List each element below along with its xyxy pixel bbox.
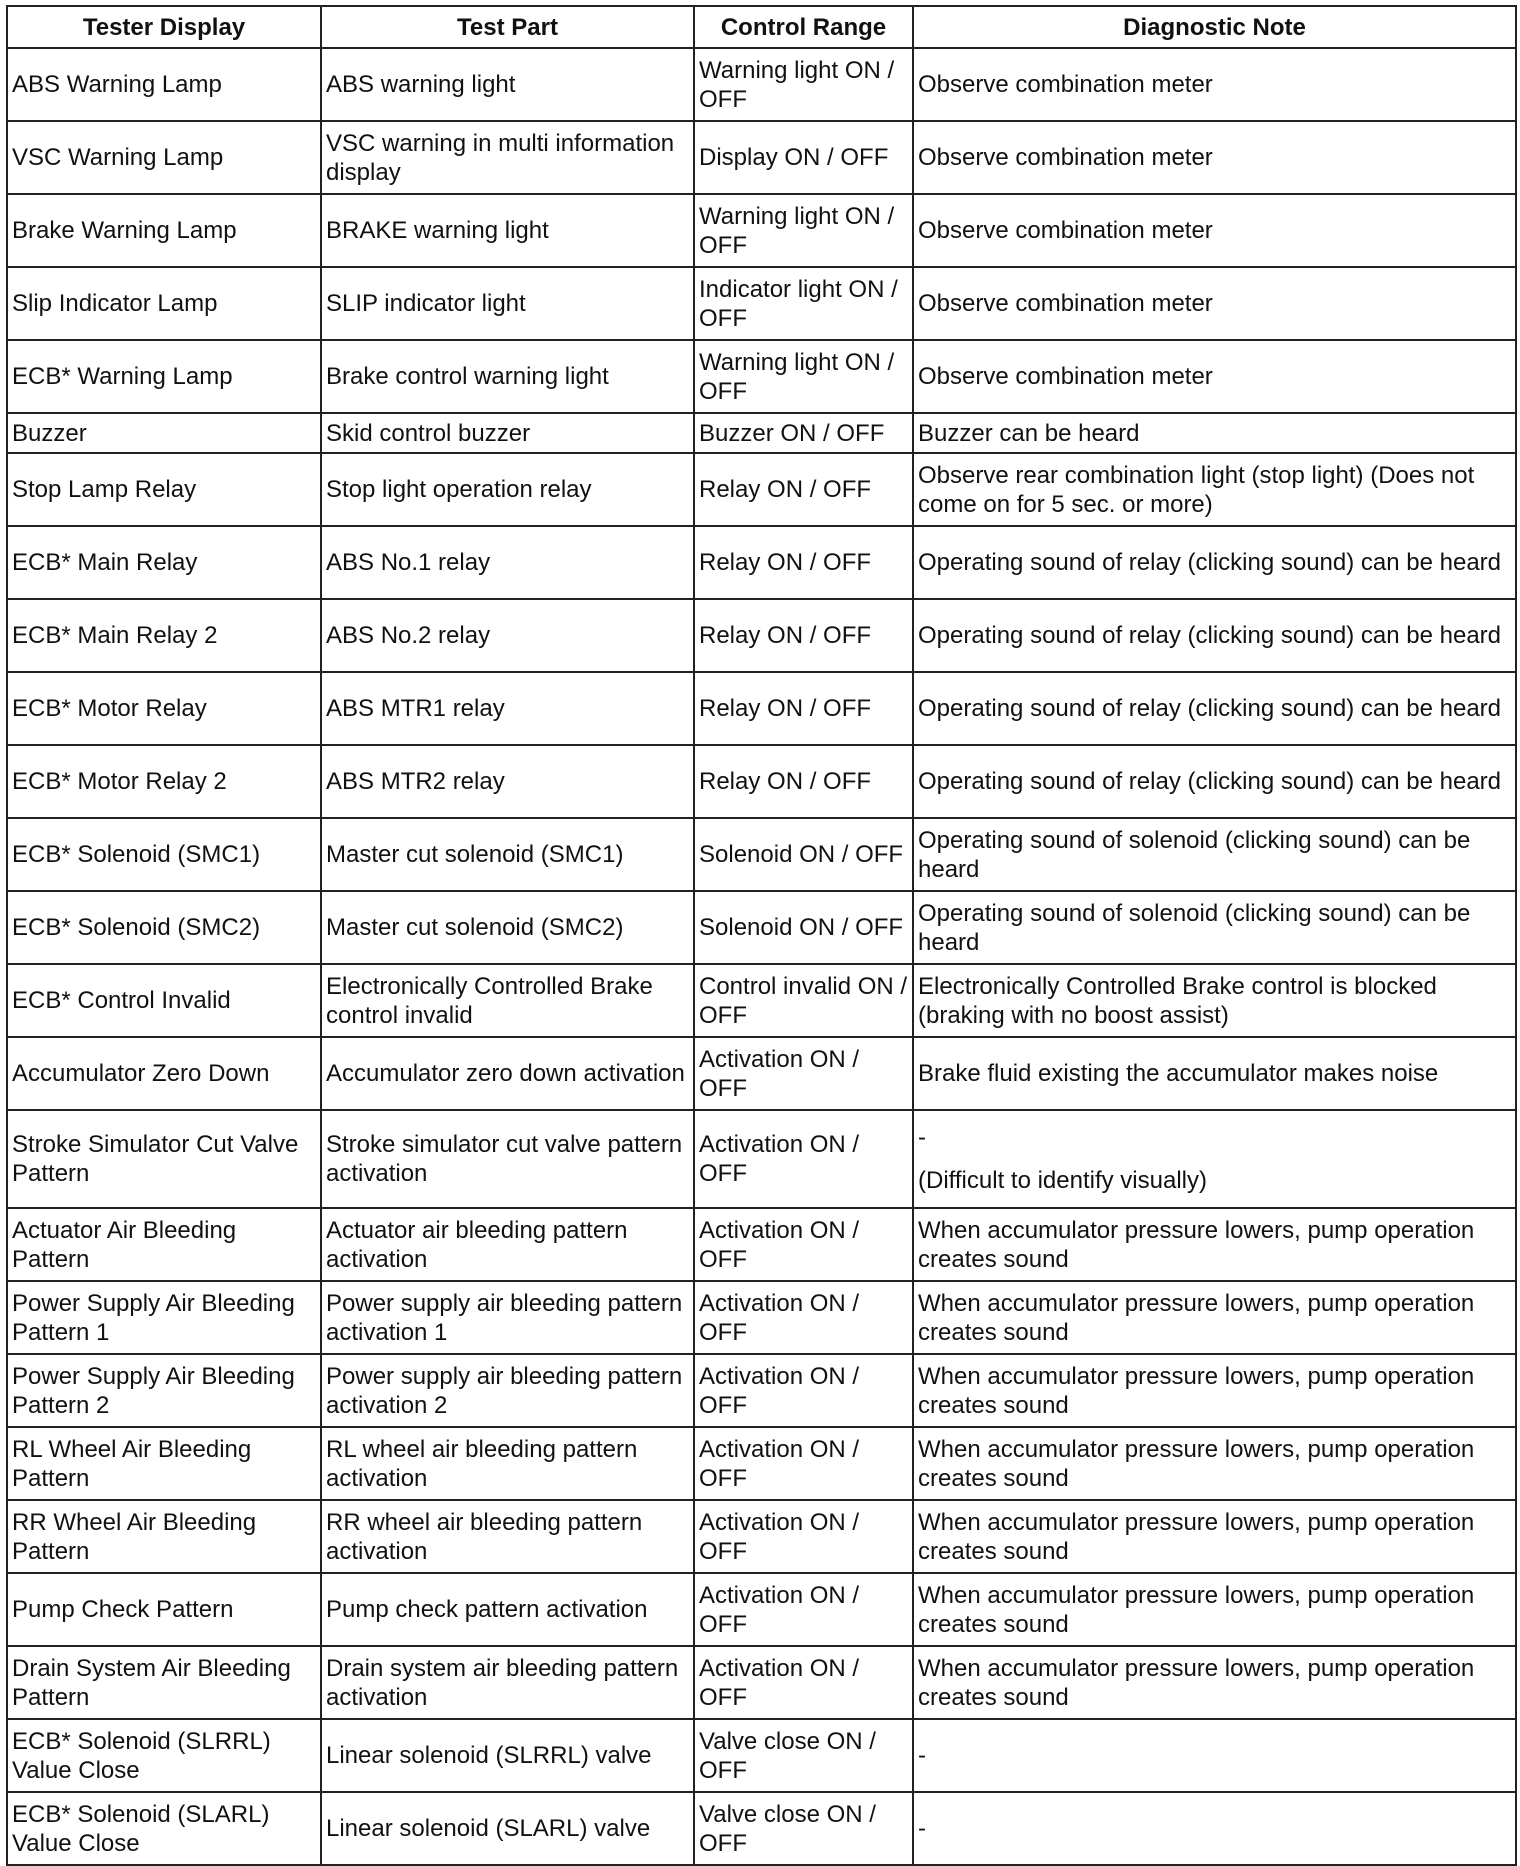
test-part-cell: Drain system air bleeding pattern activation — [321, 1646, 694, 1719]
diagnostic-note-cell: Observe combination meter — [913, 121, 1516, 194]
control-range-cell: Activation ON / OFF — [694, 1208, 913, 1281]
control-range-cell: Solenoid ON / OFF — [694, 818, 913, 891]
diagnostic-note-cell: Operating sound of relay (clicking sound) can be heard — [913, 599, 1516, 672]
tester-display-cell: Power Supply Air Bleeding Pattern 1 — [7, 1281, 321, 1354]
table-row — [7, 964, 1516, 1037]
control-range-cell: Warning light ON / OFF — [694, 194, 913, 267]
diagnostic-note-cell: Electronically Controlled Brake control is blocked (braking with no boost assist) — [913, 964, 1516, 1037]
tester-display-cell: ECB* Solenoid (SMC1) — [7, 818, 321, 891]
control-range-cell: Relay ON / OFF — [694, 453, 913, 526]
test-part-cell: Actuator air bleeding pattern activation — [321, 1208, 694, 1281]
test-part-cell: RL wheel air bleeding pattern activation — [321, 1427, 694, 1500]
tester-display-cell: ECB* Motor Relay 2 — [7, 745, 321, 818]
tester-display-cell: Accumulator Zero Down — [7, 1037, 321, 1110]
test-part-cell: ABS MTR1 relay — [321, 672, 694, 745]
table-row — [7, 1573, 1516, 1646]
control-range-cell: Activation ON / OFF — [694, 1500, 913, 1573]
test-part-cell: ABS warning light — [321, 48, 694, 121]
test-part-cell: VSC warning in multi information display — [321, 121, 694, 194]
diagnostic-note-cell: Operating sound of relay (clicking sound) can be heard — [913, 526, 1516, 599]
tester-display-cell: ECB* Solenoid (SLARL) Value Close — [7, 1792, 321, 1865]
table-row — [7, 194, 1516, 267]
control-range-cell: Warning light ON / OFF — [694, 340, 913, 413]
control-range-cell: Relay ON / OFF — [694, 526, 913, 599]
table-row — [7, 121, 1516, 194]
diagnostic-note-cell: Operating sound of solenoid (clicking sound) can be heard — [913, 818, 1516, 891]
test-part-cell: ABS MTR2 relay — [321, 745, 694, 818]
diagnostic-note-cell: - — [913, 1719, 1516, 1792]
tester-display-cell: Brake Warning Lamp — [7, 194, 321, 267]
test-part-cell: Skid control buzzer — [321, 413, 694, 453]
diagnostic-note-cell: When accumulator pressure lowers, pump operation creates sound — [913, 1573, 1516, 1646]
diagnostic-note-cell: Observe combination meter — [913, 48, 1516, 121]
tester-display-cell: RR Wheel Air Bleeding Pattern — [7, 1500, 321, 1573]
control-range-cell: Activation ON / OFF — [694, 1573, 913, 1646]
table-row — [7, 1281, 1516, 1354]
diagnostic-note-cell: Operating sound of solenoid (clicking sound) can be heard — [913, 891, 1516, 964]
table-row — [7, 526, 1516, 599]
diagnostic-note-cell: Operating sound of relay (clicking sound) can be heard — [913, 672, 1516, 745]
tester-display-cell: Pump Check Pattern — [7, 1573, 321, 1646]
table-row — [7, 891, 1516, 964]
control-range-cell: Buzzer ON / OFF — [694, 413, 913, 453]
table-row — [7, 745, 1516, 818]
diagnostic-note-cell: Buzzer can be heard — [913, 413, 1516, 453]
control-range-cell: Relay ON / OFF — [694, 672, 913, 745]
diagnostic-note-cell: When accumulator pressure lowers, pump operation creates sound — [913, 1281, 1516, 1354]
note-text: - — [918, 1124, 926, 1151]
control-range-cell: Activation ON / OFF — [694, 1110, 913, 1208]
tester-display-cell: ECB* Motor Relay — [7, 672, 321, 745]
header-diagnostic-note: Diagnostic Note — [913, 6, 1516, 48]
tester-display-cell: ECB* Main Relay 2 — [7, 599, 321, 672]
control-range-cell: Activation ON / OFF — [694, 1646, 913, 1719]
test-part-cell: Power supply air bleeding pattern activation 2 — [321, 1354, 694, 1427]
tester-display-cell: RL Wheel Air Bleeding Pattern — [7, 1427, 321, 1500]
test-part-cell: Master cut solenoid (SMC2) — [321, 891, 694, 964]
diagnostic-note-cell: When accumulator pressure lowers, pump operation creates sound — [913, 1646, 1516, 1719]
tester-display-cell: Power Supply Air Bleeding Pattern 2 — [7, 1354, 321, 1427]
control-range-cell: Relay ON / OFF — [694, 599, 913, 672]
tester-display-cell: ECB* Solenoid (SMC2) — [7, 891, 321, 964]
test-part-cell: ABS No.2 relay — [321, 599, 694, 672]
table-row — [7, 1354, 1516, 1427]
tester-display-cell: ECB* Main Relay — [7, 526, 321, 599]
table-row — [7, 340, 1516, 413]
header-test-part: Test Part — [321, 6, 694, 48]
control-range-cell: Warning light ON / OFF — [694, 48, 913, 121]
table-row — [7, 672, 1516, 745]
table-row — [7, 453, 1516, 526]
table-row — [7, 1792, 1516, 1865]
control-range-cell: Control invalid ON / OFF — [694, 964, 913, 1037]
test-part-cell: RR wheel air bleeding pattern activation — [321, 1500, 694, 1573]
test-part-cell: BRAKE warning light — [321, 194, 694, 267]
note-text-extra: (Difficult to identify visually) — [918, 1167, 1207, 1194]
control-range-cell: Indicator light ON / OFF — [694, 267, 913, 340]
tester-display-cell: Slip Indicator Lamp — [7, 267, 321, 340]
tester-display-cell: Buzzer — [7, 413, 321, 453]
control-range-cell: Display ON / OFF — [694, 121, 913, 194]
tester-display-cell: ABS Warning Lamp — [7, 48, 321, 121]
tester-display-cell: Drain System Air Bleeding Pattern — [7, 1646, 321, 1719]
diagnostic-note-cell: Observe combination meter — [913, 194, 1516, 267]
test-part-cell: Electronically Controlled Brake control invalid — [321, 964, 694, 1037]
diagnostic-note-cell: Operating sound of relay (clicking sound) can be heard — [913, 745, 1516, 818]
control-range-cell: Valve close ON / OFF — [694, 1719, 913, 1792]
table-row — [7, 1427, 1516, 1500]
test-part-cell: Master cut solenoid (SMC1) — [321, 818, 694, 891]
diagnostic-note-cell: Observe rear combination light (stop light) (Does not come on for 5 sec. or more) — [913, 453, 1516, 526]
tester-display-cell: Stop Lamp Relay — [7, 453, 321, 526]
table-row — [7, 267, 1516, 340]
test-part-cell: Linear solenoid (SLRRL) valve — [321, 1719, 694, 1792]
diagnostic-note-cell: Observe combination meter — [913, 340, 1516, 413]
test-part-cell: Stop light operation relay — [321, 453, 694, 526]
control-range-cell: Valve close ON / OFF — [694, 1792, 913, 1865]
test-part-cell: Linear solenoid (SLARL) valve — [321, 1792, 694, 1865]
table-row — [7, 1037, 1516, 1110]
table-row — [7, 1208, 1516, 1281]
header-tester-display: Tester Display — [7, 6, 321, 48]
diagnostic-note-cell: Brake fluid existing the accumulator makes noise — [913, 1037, 1516, 1110]
table-row — [7, 48, 1516, 121]
tester-display-cell: ECB* Warning Lamp — [7, 340, 321, 413]
test-part-cell: ABS No.1 relay — [321, 526, 694, 599]
diagnostic-note-cell: Observe combination meter — [913, 267, 1516, 340]
diagnostic-note-cell: When accumulator pressure lowers, pump operation creates sound — [913, 1354, 1516, 1427]
header-row — [7, 6, 1516, 48]
diagnostic-note-cell: When accumulator pressure lowers, pump operation creates sound — [913, 1427, 1516, 1500]
control-range-cell: Solenoid ON / OFF — [694, 891, 913, 964]
test-part-cell: SLIP indicator light — [321, 267, 694, 340]
control-range-cell: Activation ON / OFF — [694, 1037, 913, 1110]
test-part-cell: Accumulator zero down activation — [321, 1037, 694, 1110]
tester-display-cell: Actuator Air Bleeding Pattern — [7, 1208, 321, 1281]
control-range-cell: Relay ON / OFF — [694, 745, 913, 818]
tester-display-cell: ECB* Control Invalid — [7, 964, 321, 1037]
diagnostic-note-cell: - — [913, 1792, 1516, 1865]
active-test-table — [6, 5, 1517, 1866]
diagnostic-note-cell — [913, 1110, 1516, 1208]
table-row — [7, 599, 1516, 672]
tester-display-cell: ECB* Solenoid (SLRRL) Value Close — [7, 1719, 321, 1792]
test-part-cell: Pump check pattern activation — [321, 1573, 694, 1646]
table-row — [7, 1500, 1516, 1573]
table-row — [7, 413, 1516, 453]
test-part-cell: Stroke simulator cut valve pattern activation — [321, 1110, 694, 1208]
diagnostic-note-cell: When accumulator pressure lowers, pump operation creates sound — [913, 1500, 1516, 1573]
table-row — [7, 1110, 1516, 1208]
tester-display-cell: Stroke Simulator Cut Valve Pattern — [7, 1110, 321, 1208]
table-row — [7, 818, 1516, 891]
diagnostic-note-cell: When accumulator pressure lowers, pump operation creates sound — [913, 1208, 1516, 1281]
test-part-cell: Brake control warning light — [321, 340, 694, 413]
table-row — [7, 1646, 1516, 1719]
control-range-cell: Activation ON / OFF — [694, 1281, 913, 1354]
table-row — [7, 1719, 1516, 1792]
test-part-cell: Power supply air bleeding pattern activation 1 — [321, 1281, 694, 1354]
header-control-range: Control Range — [694, 6, 913, 48]
control-range-cell: Activation ON / OFF — [694, 1427, 913, 1500]
tester-display-cell: VSC Warning Lamp — [7, 121, 321, 194]
control-range-cell: Activation ON / OFF — [694, 1354, 913, 1427]
